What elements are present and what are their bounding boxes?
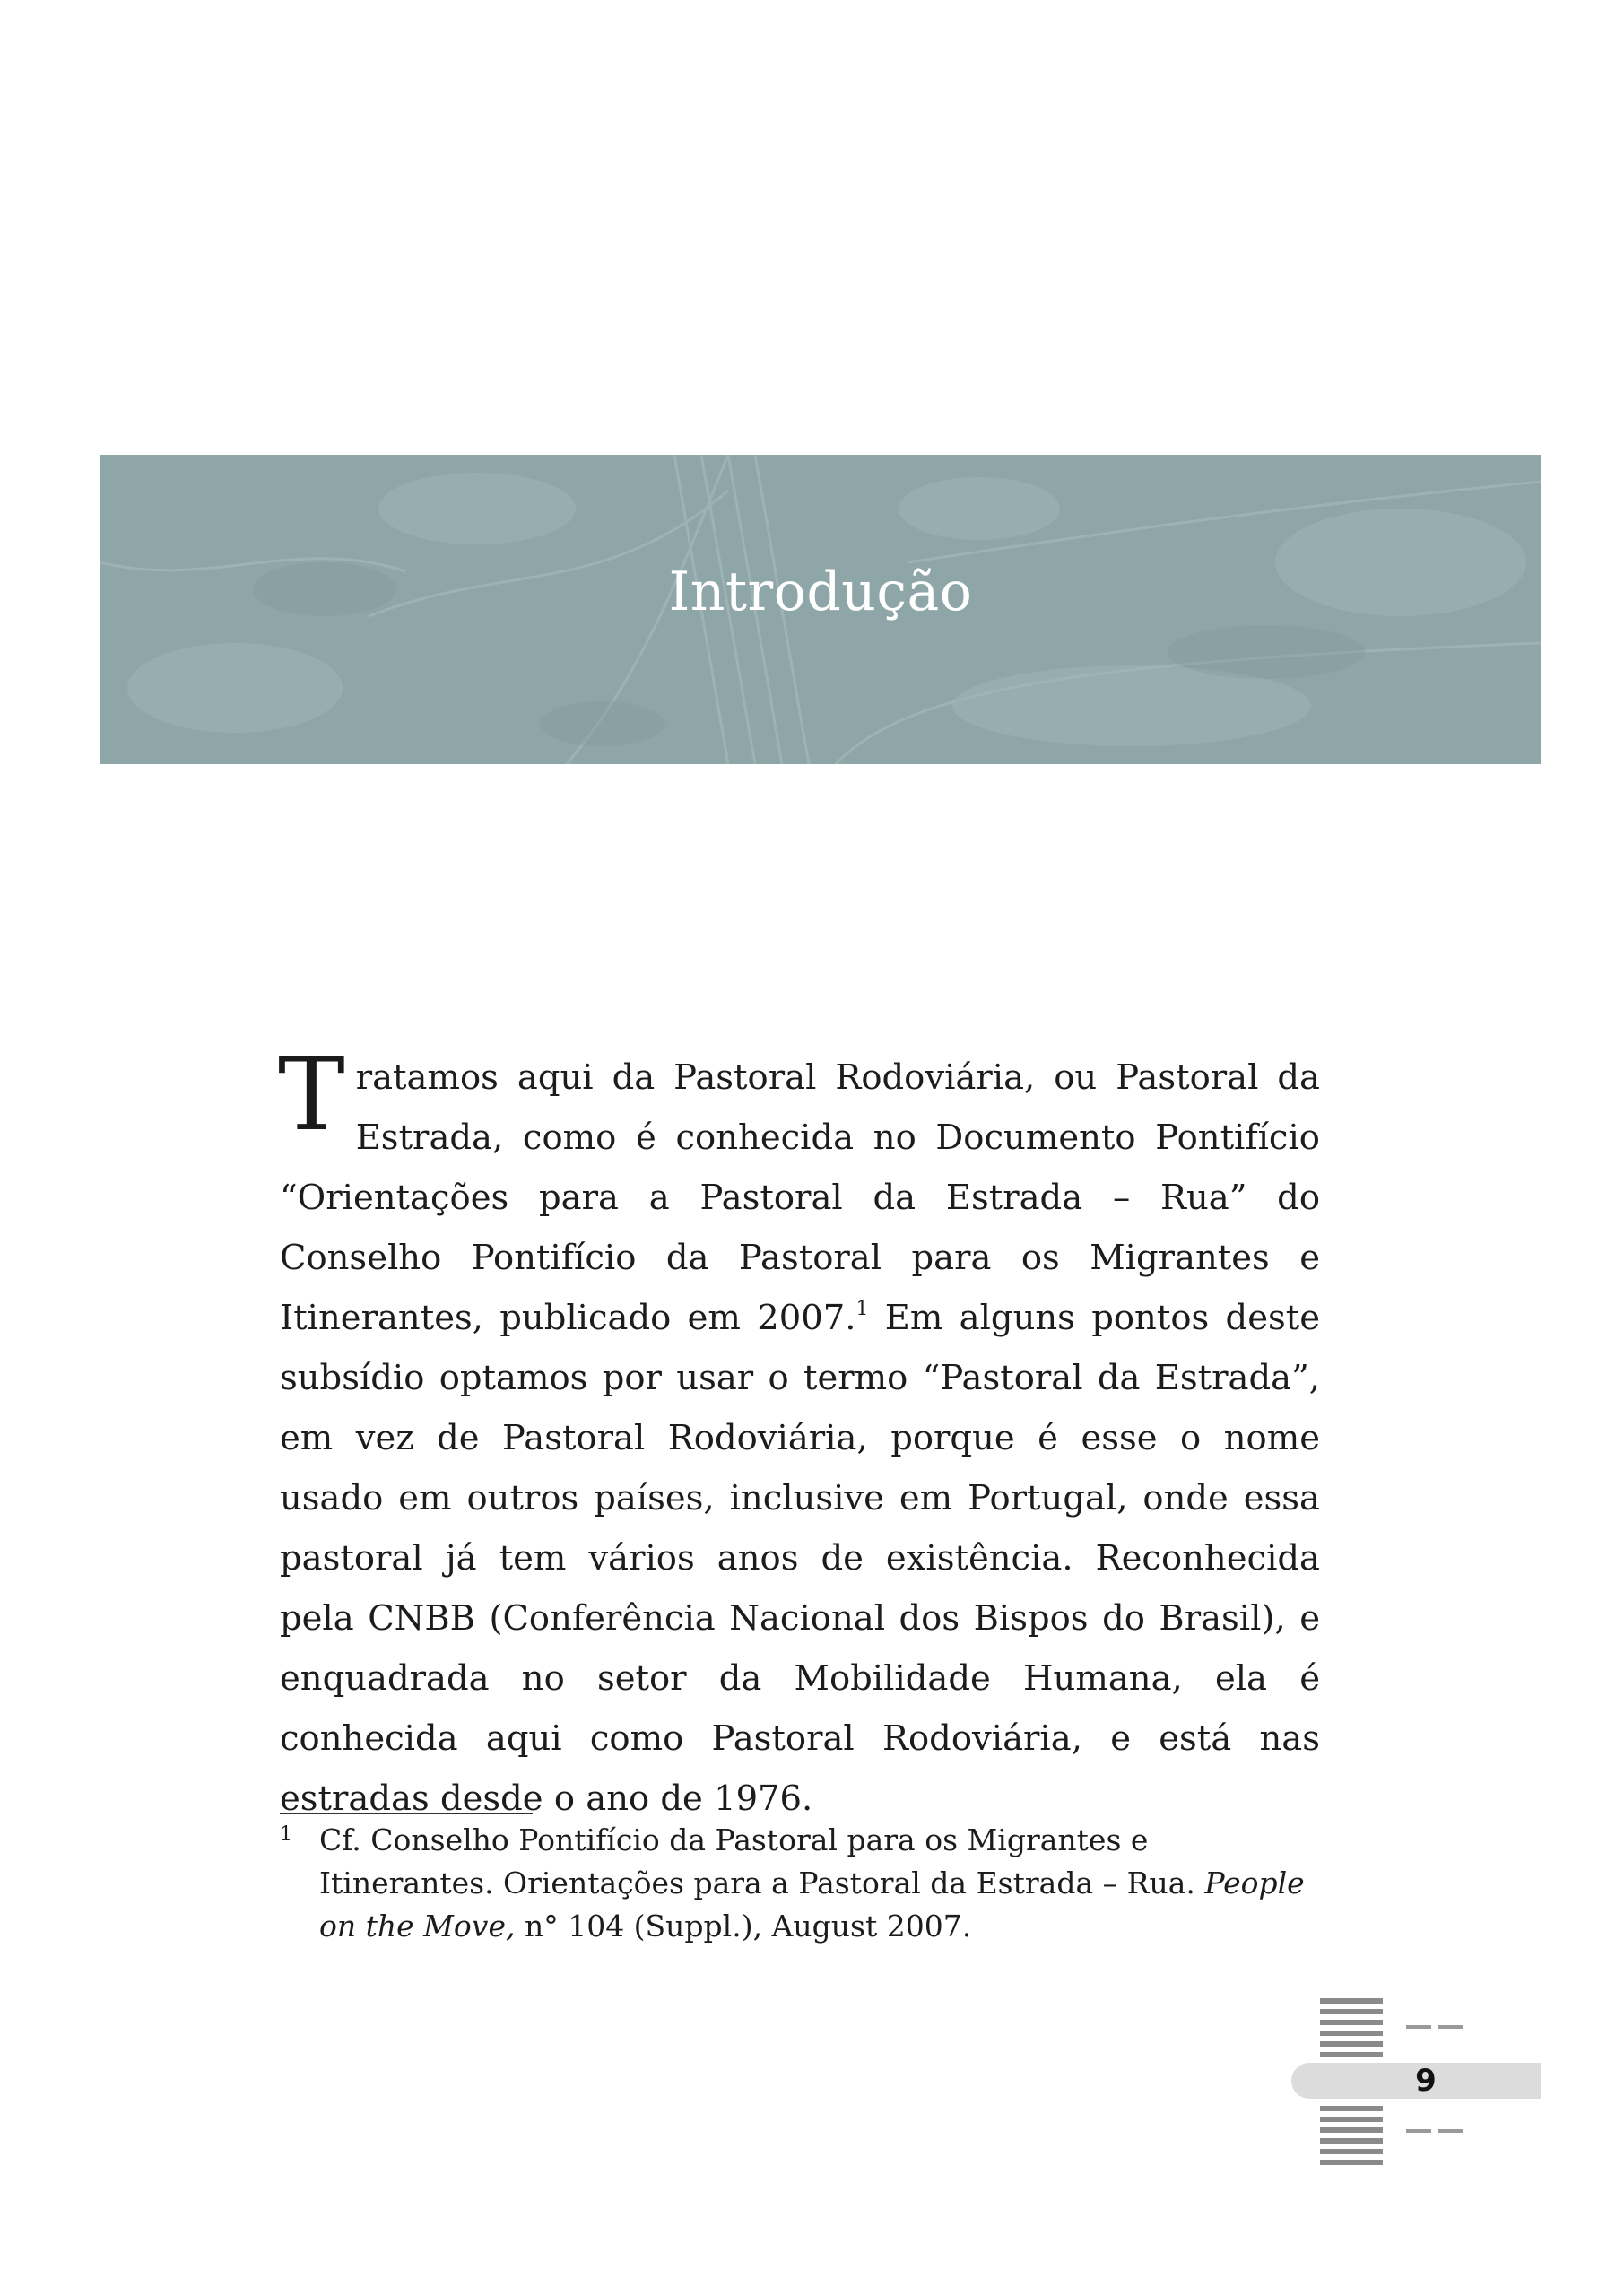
- footnote-divider: [280, 1813, 533, 1814]
- footnote-reference[interactable]: 1: [855, 1298, 869, 1320]
- body-text-part-1: ratamos aqui da Pastoral Rodoviária, ou Pastoral da Estrada, como é conhecida no Documento Pontifício “Orientações para a Pastoral da Estrada – Rua” do Conselho Pontifício da Pastoral para os Migrantes e Itinerantes, publicado em 2007.: [280, 1057, 1320, 1338]
- body-text-part-2: Em alguns pontos deste subsídio optamos por usar o termo “Pastoral da Estrada”, em vez de Pastoral Rodoviária, porque é esse o nome usado em outros países, inclusive em Portugal, onde essa pastoral já tem vários anos de existência. Reconhecida pela CNBB (Conferência Nacional dos Bispos do Brasil), e enquadrada no setor da Mobilidade Humana, ela é conhecida aqui como Pastoral Rodoviária, e está nas estradas desde o ano de 1976.: [280, 1298, 1320, 1819]
- chapter-banner: [100, 455, 1541, 764]
- bottom-stripes: [1320, 2106, 1383, 2170]
- page-number-bar: [1291, 2063, 1541, 2099]
- dash-bottom-2: [1438, 2129, 1463, 2133]
- drop-cap: T: [278, 1037, 345, 1153]
- footnote-text-start: Cf. Conselho Pontifício da Pastoral para os Migrantes e Itinerantes. Orientações para a Pastoral da Estrada – Rua.: [319, 1822, 1205, 1900]
- footnote-number: 1: [280, 1823, 292, 1846]
- footnote: [280, 1819, 1320, 1948]
- page-number: 9: [1415, 2063, 1437, 2099]
- page-number-decoration: [1291, 1991, 1542, 2170]
- dash-top-2: [1438, 2025, 1463, 2029]
- body-paragraph: [278, 1037, 1320, 1829]
- footnote-italic-title: People on the Move,: [319, 1866, 1305, 1944]
- dash-bottom-1: [1406, 2129, 1431, 2133]
- footnote-text: [319, 1819, 1320, 1948]
- top-stripes: [1320, 1998, 1383, 2063]
- footnote-text-end: n° 104 (Suppl.), August 2007.: [515, 1909, 972, 1944]
- dash-top-1: [1406, 2025, 1431, 2029]
- chapter-title: Introdução: [668, 561, 973, 623]
